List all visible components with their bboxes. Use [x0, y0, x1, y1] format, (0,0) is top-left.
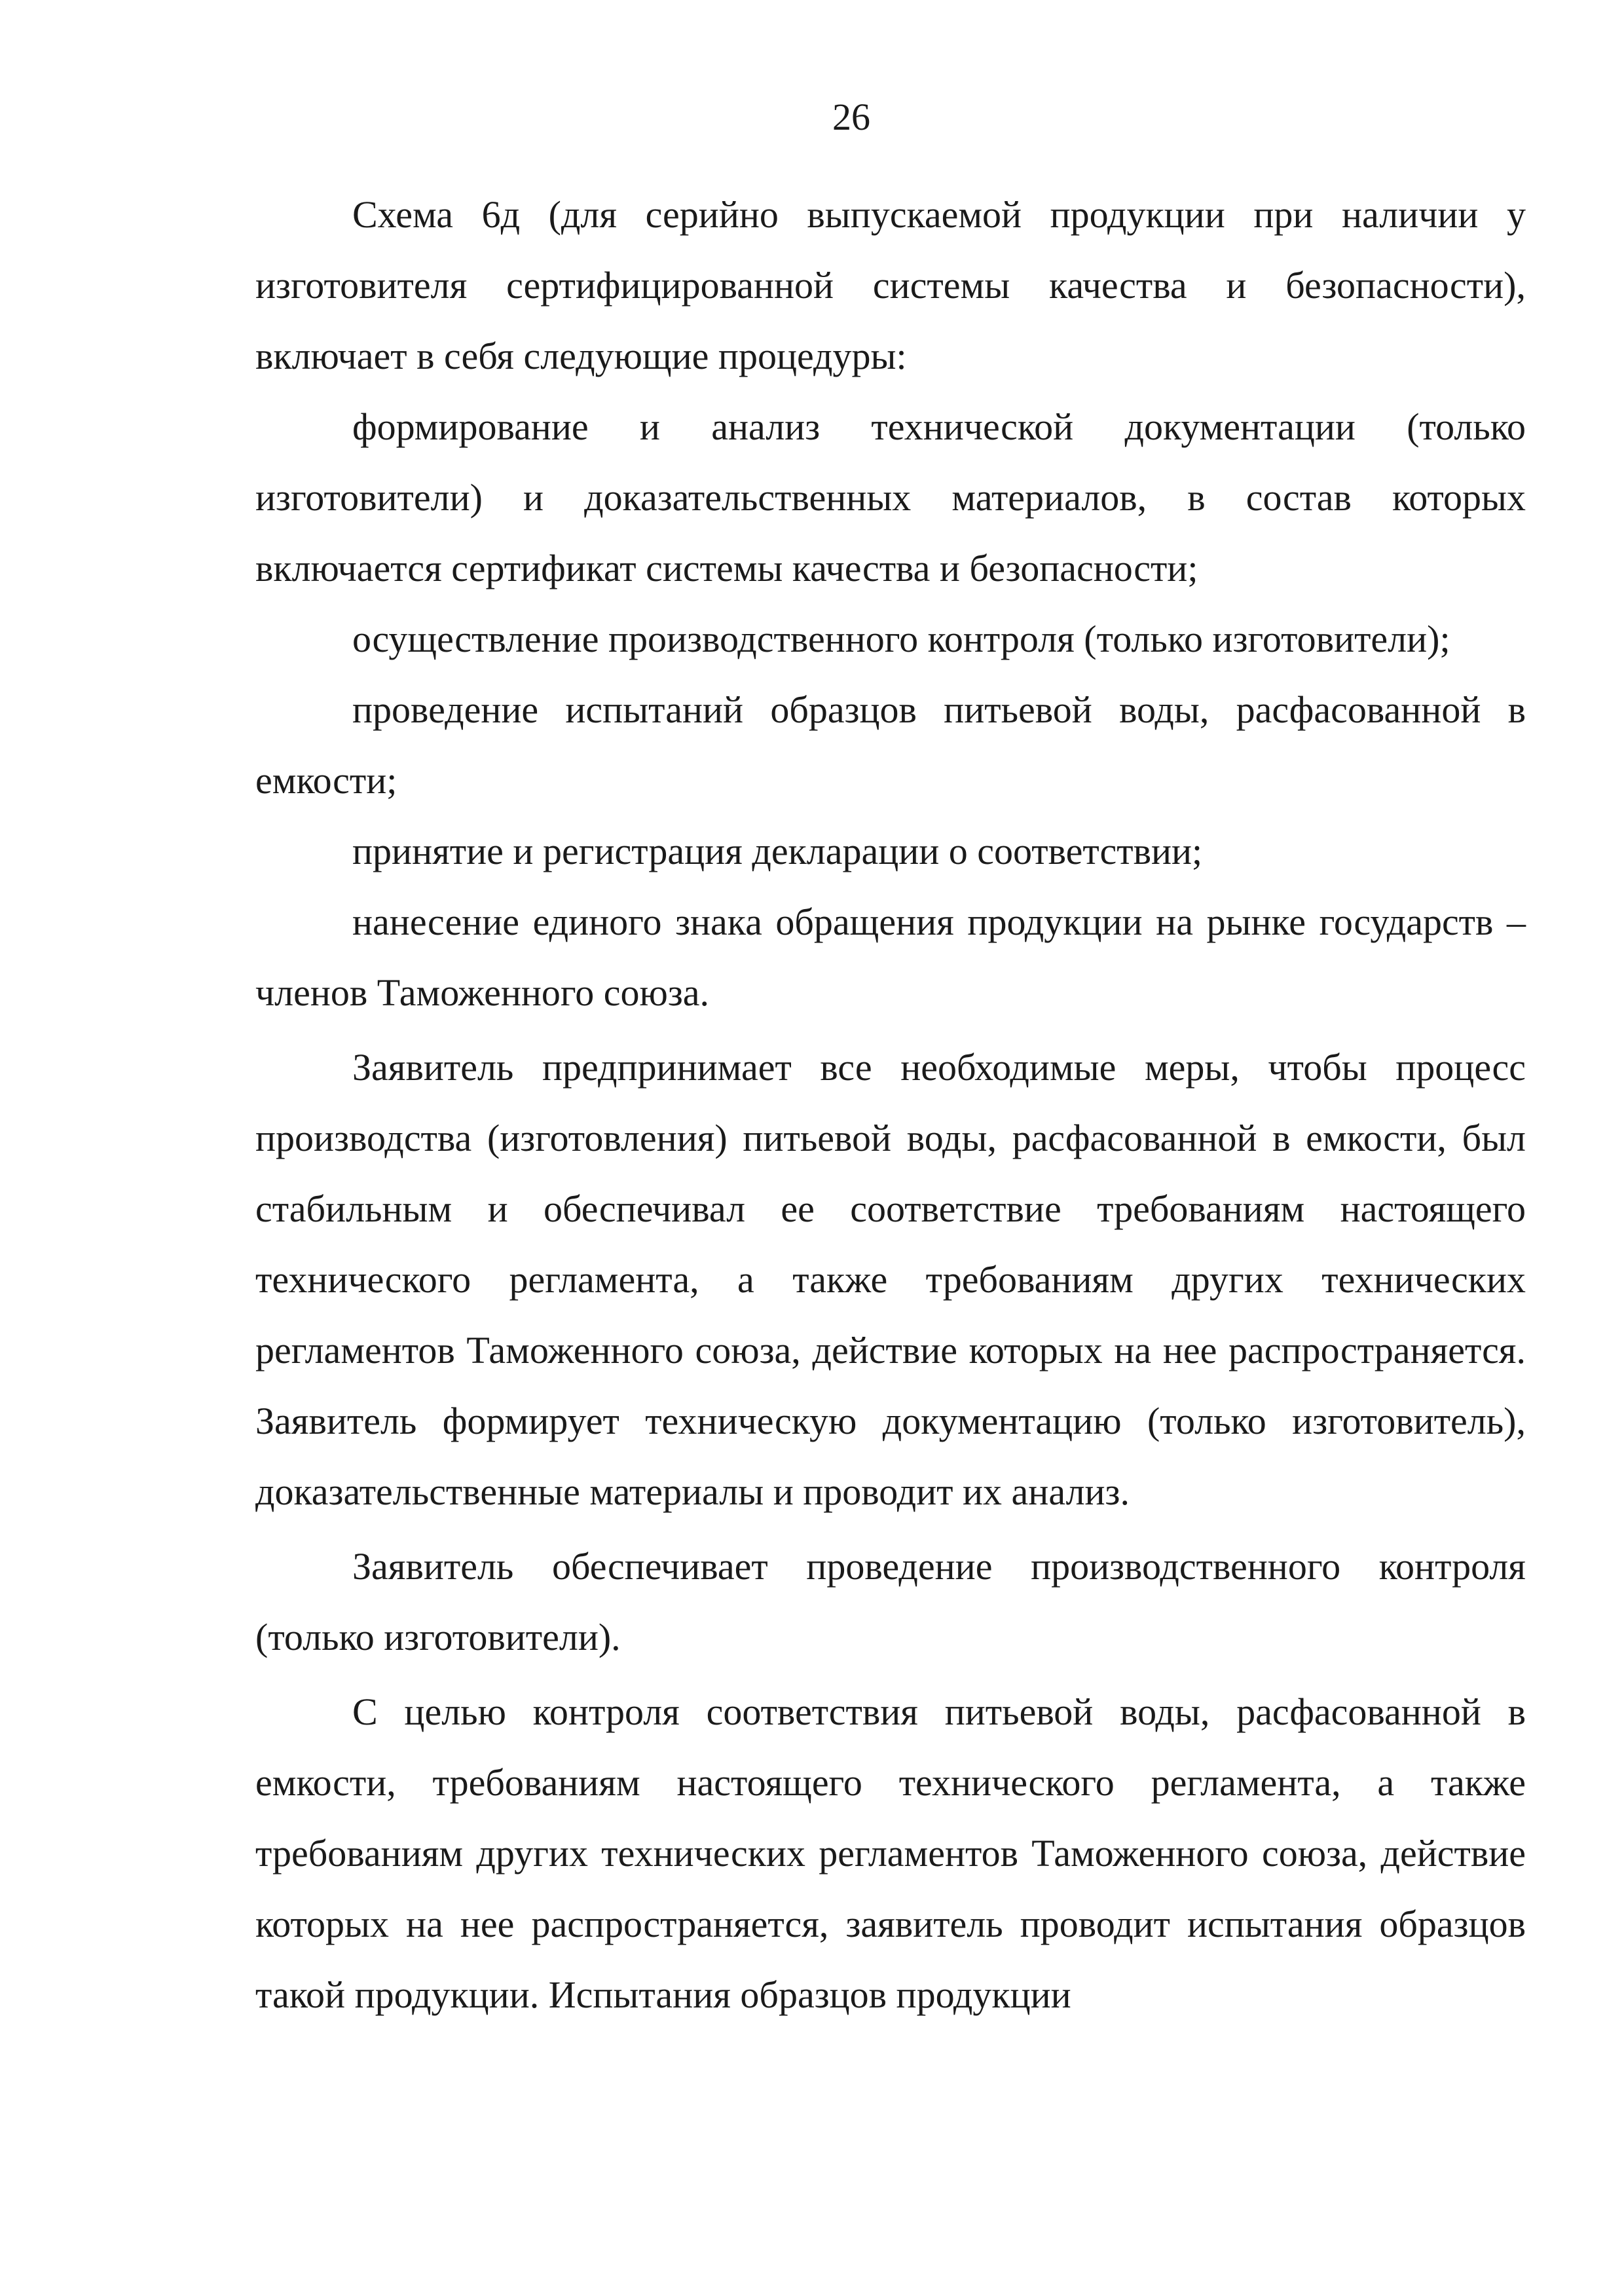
- paragraph-scheme-6d-intro: Схема 6д (для серийно выпускаемой продукции при наличии у изготовителя сертифицированной системы качества и безопасности), включает в себя следующие процедуры:: [255, 193, 1526, 377]
- document-body: [255, 179, 1526, 2030]
- page-number: 26: [832, 96, 870, 138]
- paragraph-procedure-production-control: осуществление производственного контроля (только изготовители);: [352, 618, 1450, 660]
- paragraph-procedure-documentation: формирование и анализ технической документации (только изготовители) и доказательственных материалов, в состав которых включается сертификат системы качества и безопасности;: [255, 405, 1526, 589]
- paragraph-applicant-control: Заявитель обеспечивает проведение производственного контроля (только изготовители).: [255, 1545, 1526, 1658]
- paragraph-procedure-declaration: принятие и регистрация декларации о соответствии;: [352, 830, 1203, 872]
- paragraph-procedure-marking: нанесение единого знака обращения продукции на рынке государств – членов Таможенного союза.: [255, 901, 1526, 1014]
- paragraph-applicant-measures: Заявитель предпринимает все необходимые меры, чтобы процесс производства (изготовления) питьевой воды, расфасованной в емкости, был стабильным и обеспечивал ее соответствие требованиям настоящего технического регламента, а также требованиям других технических регламентов Таможенного союза, действие которых на нее распространяется. Заявитель формирует техническую документацию (только изготовитель), доказательственные материалы и проводит их анализ.: [255, 1046, 1526, 1513]
- paragraph-procedure-testing: проведение испытаний образцов питьевой воды, расфасованной в емкости;: [255, 688, 1526, 802]
- paragraph-sample-testing: С целью контроля соответствия питьевой воды, расфасованной в емкости, требованиям настоящего технического регламента, а также требованиям других технических регламентов Таможенного союза, действие которых на нее распространяется, заявитель проводит испытания образцов такой продукции. Испытания образцов продукции: [255, 1690, 1526, 2016]
